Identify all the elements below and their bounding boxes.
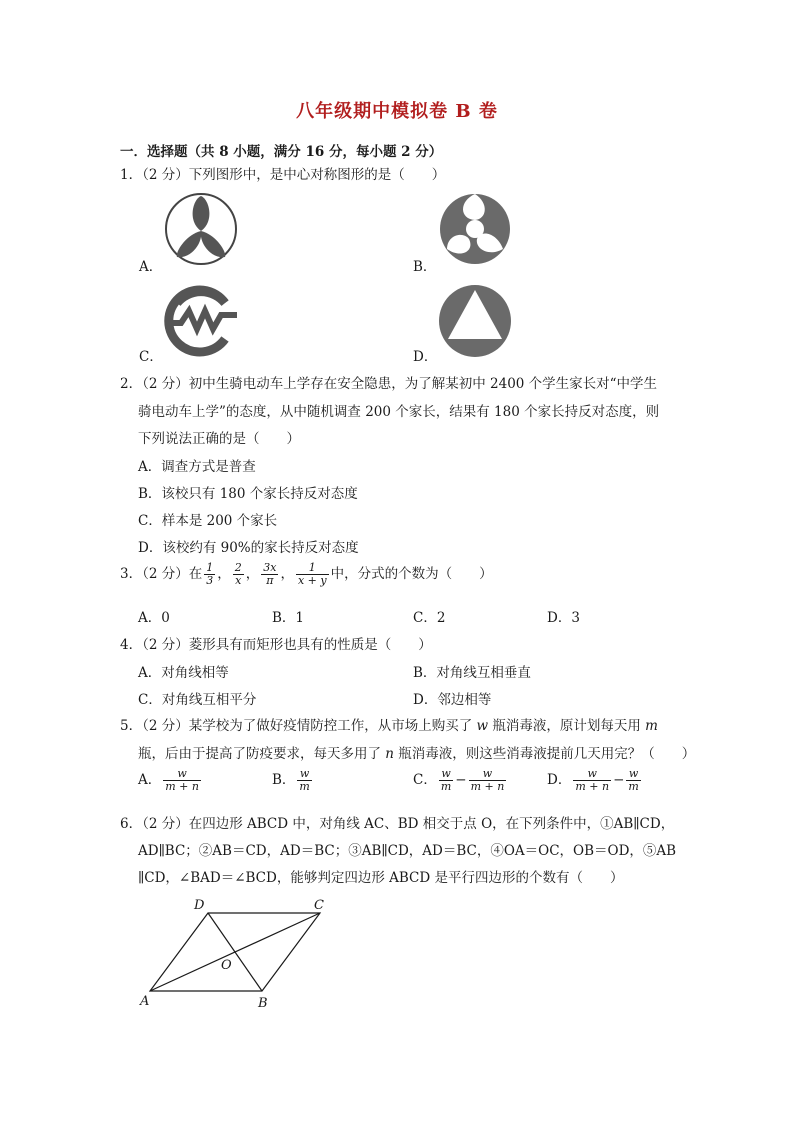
q2-option-b[interactable]: B．该校只有 180 个家长持反对态度 <box>138 486 358 502</box>
q5-fraction: $\frac{w}{m + n}$ <box>165 767 199 793</box>
diagonal-bd <box>208 913 262 991</box>
q3-option-b[interactable]: B．1 <box>272 610 305 626</box>
q5-option-b[interactable]: B． $\frac{w}{m}$ <box>272 767 310 793</box>
q5-option-c[interactable]: C． $\frac{w}{m}$ − $\frac{w}{m + n}$ <box>413 767 505 793</box>
q5-fraction: $\frac{w}{m}$ <box>299 767 310 793</box>
q3-fraction: $\frac{2}{x}$ <box>234 561 242 587</box>
q1-figure-c[interactable] <box>163 283 239 363</box>
q3-suffix: 中，分式的个数为（ ） <box>330 566 493 582</box>
point-label-b: B <box>258 996 268 1010</box>
q1-figure-a[interactable] <box>163 191 239 271</box>
q4-option-c[interactable]: C．对角线互相平分 <box>138 692 257 708</box>
q5-option-a[interactable]: A． $\frac{w}{m + n}$ <box>138 767 199 793</box>
q3-option-d[interactable]: D．3 <box>547 610 580 626</box>
q1-label-c[interactable]: C． <box>139 349 163 365</box>
q2-option-c[interactable]: C．样本是 200 个家长 <box>138 513 278 529</box>
q5-fraction: $\frac{w}{m + n}$ <box>470 767 505 793</box>
q5-line-2: 瓶，后由于提高了防疫要求，每天多用了 n 瓶消毒液，则这些消毒液提前几天用完？（ ） <box>138 746 696 762</box>
q4-option-a[interactable]: A．对角线相等 <box>138 665 229 681</box>
q6-line-3: ∥CD，∠BAD＝∠BCD，能够判定四边形 ABCD 是平行四边形的个数有（ ） <box>138 870 624 886</box>
q1-label-a[interactable]: A． <box>139 259 163 275</box>
q3-fraction: $\frac{1}{x + y}$ <box>297 561 327 587</box>
q3-stem: 3．（2 分）在 $\frac{1}{3}$ ， $\frac{2}{x}$ ， $\frac{3x}{\pi}$ ， $\frac{1}{x + y}$ 中，分式的个数为（ ） <box>120 561 493 587</box>
q3-prefix: 3．（2 分）在 <box>120 566 203 582</box>
q2-option-d[interactable]: D．该校约有 90%的家长持反对态度 <box>138 540 359 556</box>
q2-line-1: 2．（2 分）初中生骑电动车上学存在安全隐患，为了解某初中 2400 个学生家长对“中学生 <box>120 376 658 392</box>
q5-fraction: $\frac{w}{m}$ <box>440 767 452 793</box>
q1-label-d[interactable]: D． <box>413 349 438 365</box>
q1-stem: 1．（2 分）下列图形中，是中心对称图形的是（ ） <box>120 167 446 183</box>
parallelogram-figure <box>138 895 338 1010</box>
q1-label-b[interactable]: B． <box>413 259 437 275</box>
q4-stem: 4．（2 分）菱形具有而矩形也具有的性质是（ ） <box>120 637 432 653</box>
q2-option-a[interactable]: A．调查方式是普查 <box>138 459 256 475</box>
q6-line-2: AD∥BC；②AB＝CD，AD＝BC；③AB∥CD，AD＝BC，④OA＝OC，OB＝OD，⑤AB <box>138 843 677 859</box>
point-label-o: O <box>221 958 232 973</box>
q2-line-2: 骑电动车上学”的态度，从中随机调查 200 个家长，结果有 180 个家长持反对态度，则 <box>138 404 660 420</box>
q5-line-1: 5．（2 分）某学校为了做好疫情防控工作，从市场上购买了 w 瓶消毒液，原计划每天用 m <box>120 718 658 734</box>
three-leaf-circle-icon <box>163 191 239 267</box>
triple-swirl-circle-icon <box>437 191 513 267</box>
q3-fraction: $\frac{3x}{\pi}$ <box>263 561 277 587</box>
q4-option-d[interactable]: D．邻边相等 <box>413 692 492 708</box>
q6-line-1: 6．（2 分）在四边形 ABCD 中，对角线 AC、BD 相交于点 O，在下列条件中，①AB∥CD， <box>120 816 675 832</box>
point-label-a: A <box>140 994 150 1009</box>
point-label-d: D <box>194 898 205 913</box>
q3-option-a[interactable]: A．0 <box>138 610 170 626</box>
q5-option-d[interactable]: D． $\frac{w}{m + n}$ − $\frac{w}{m}$ <box>547 767 639 793</box>
section-heading: 一．选择题（共 8 小题，满分 16 分，每小题 2 分） <box>120 144 443 160</box>
q2-line-3: 下列说法正确的是（ ） <box>138 431 300 447</box>
q4-option-b[interactable]: B．对角线互相垂直 <box>413 665 531 681</box>
q1-figure-d[interactable] <box>437 283 513 363</box>
q5-fraction: $\frac{w}{m}$ <box>628 767 639 793</box>
q1-figure-b[interactable] <box>437 191 513 271</box>
q3-option-c[interactable]: C．2 <box>413 610 446 626</box>
q3-fraction: $\frac{1}{3}$ <box>206 561 214 587</box>
q5-fraction: $\frac{w}{m + n}$ <box>575 767 610 793</box>
point-label-c: C <box>314 898 324 913</box>
zigzag-ring-logo-icon <box>163 283 239 359</box>
page-title: 八年级期中模拟卷 B 卷 <box>296 101 498 122</box>
triangle-in-circle-icon <box>437 283 513 359</box>
